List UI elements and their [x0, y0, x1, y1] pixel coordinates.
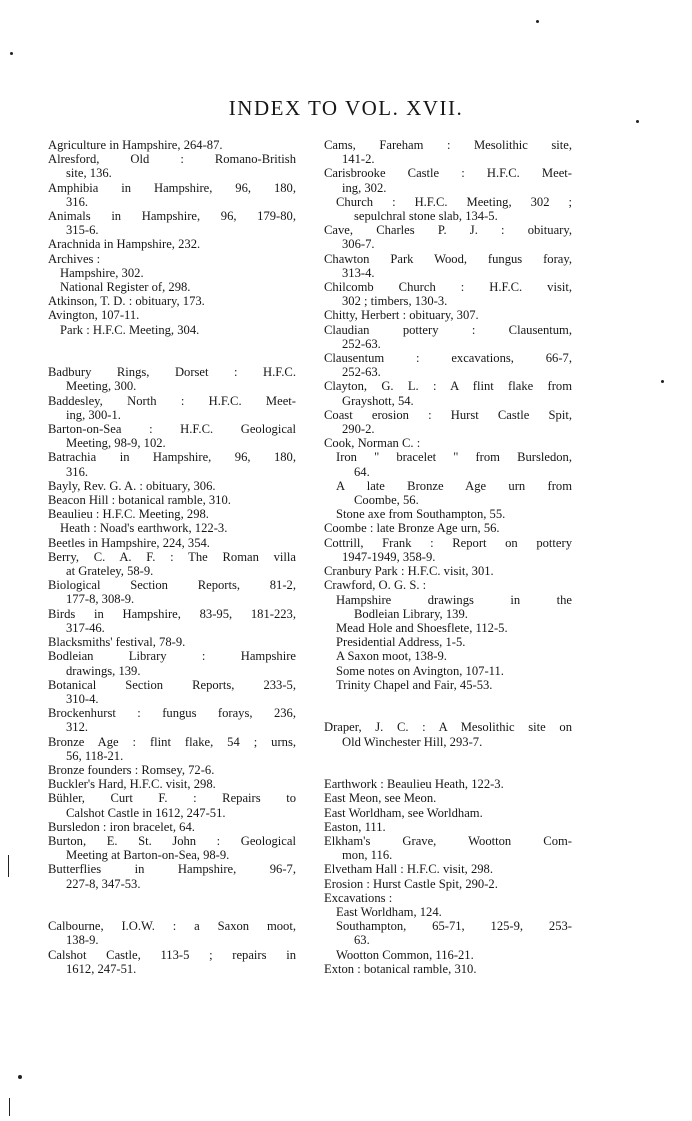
index-entry-continuation: 313-4. — [342, 265, 375, 280]
index-entry-continuation: Calshot Castle in 1612, 247-51. — [66, 805, 226, 820]
index-entry: Park : H.F.C. Meeting, 304. — [60, 322, 200, 337]
index-entry: Cranbury Park : H.F.C. visit, 301. — [324, 564, 494, 579]
index-entry: Cook, Norman C. : — [324, 436, 421, 451]
index-entry: Bühler, Curt F. : Repairs to — [48, 791, 296, 806]
index-entry: Carisbrooke Castle : H.F.C. Meet- — [324, 166, 572, 181]
index-entry: Cottrill, Frank : Report on pottery — [324, 535, 572, 550]
index-entry-continuation: 141-2. — [342, 152, 375, 167]
index-entry-continuation: 290-2. — [342, 422, 375, 437]
index-entry-continuation: Old Winchester Hill, 293-7. — [342, 734, 483, 749]
index-entry: Beacon Hill : botanical ramble, 310. — [48, 493, 231, 508]
index-entry-continuation: 1612, 247-51. — [66, 961, 137, 976]
index-entry: Some notes on Avington, 107-11. — [336, 663, 504, 678]
index-entry: Chitty, Herbert : obituary, 307. — [324, 308, 479, 323]
index-entry: Arachnida in Hampshire, 232. — [48, 237, 201, 252]
index-entry-continuation: 1947-1949, 358-9. — [342, 549, 436, 564]
index-entry: Erosion : Hurst Castle Spit, 290-2. — [324, 876, 498, 891]
index-entry-continuation: 306-7. — [342, 237, 375, 252]
index-entry: Cave, Charles P. J. : obituary, — [324, 223, 572, 238]
index-entry: Batrachia in Hampshire, 96, 180, — [48, 450, 296, 465]
index-entry-continuation: Meeting, 300. — [66, 379, 137, 394]
index-entry: Draper, J. C. : A Mesolithic site on — [324, 720, 572, 735]
index-entry: Badbury Rings, Dorset : H.F.C. — [48, 365, 296, 380]
index-entry-continuation: 312. — [66, 720, 89, 735]
index-entry-continuation: Coombe, 56. — [354, 493, 419, 508]
index-entry: Clayton, G. L. : A flint flake from — [324, 379, 572, 394]
index-entry: Elkham's Grave, Wootton Com- — [324, 833, 572, 848]
index-entry-continuation: Grayshott, 54. — [342, 393, 414, 408]
index-entry: Beetles in Hampshire, 224, 354. — [48, 535, 210, 550]
index-entry: Excavations : — [324, 890, 393, 905]
index-entry-continuation: 64. — [354, 464, 370, 479]
index-entry: National Register of, 298. — [60, 280, 191, 295]
index-entry: A Saxon moot, 138-9. — [336, 649, 447, 664]
index-entry: Heath : Noad's earthwork, 122-3. — [60, 521, 228, 536]
index-entry-continuation: 227-8, 347-53. — [66, 876, 141, 891]
index-entry-continuation: ing, 302. — [342, 180, 387, 195]
index-entry: Chilcomb Church : H.F.C. visit, — [324, 280, 572, 295]
index-column-left — [48, 138, 296, 976]
index-entry: Iron " bracelet " from Bursledon, — [336, 450, 572, 465]
index-entry-continuation: 302 ; timbers, 130-3. — [342, 294, 448, 309]
section-gap — [48, 891, 296, 919]
index-entry: Bayly, Rev. G. A. : obituary, 306. — [48, 478, 216, 493]
index-entry: Cams, Fareham : Mesolithic site, — [324, 138, 572, 152]
index-entry: Archives : — [48, 251, 101, 266]
index-entry-continuation: 317-46. — [66, 620, 105, 635]
index-entry: A late Bronze Age urn from — [336, 478, 572, 493]
index-entry: Animals in Hampshire, 96, 179-80, — [48, 209, 296, 224]
index-entry: Butterflies in Hampshire, 96-7, — [48, 862, 296, 877]
index-entry: Blacksmiths' festival, 78-9. — [48, 635, 186, 650]
index-entry: Trinity Chapel and Fair, 45-53. — [336, 677, 493, 692]
index-entry: Barton-on-Sea : H.F.C. Geological — [48, 422, 296, 437]
index-entry: Coombe : late Bronze Age urn, 56. — [324, 521, 500, 536]
index-entry: Mead Hole and Shoesflete, 112-5. — [336, 620, 508, 635]
section-gap — [324, 692, 572, 720]
index-entry-continuation: mon, 116. — [342, 848, 393, 863]
scan-speck — [8, 855, 9, 877]
index-entry-continuation: Meeting at Barton-on-Sea, 98-9. — [66, 848, 230, 863]
index-column-right — [324, 138, 572, 976]
index-entry: Wootton Common, 116-21. — [336, 947, 474, 962]
index-entry: Claudian pottery : Clausentum, — [324, 322, 572, 337]
index-entry: Chawton Park Wood, fungus foray, — [324, 251, 572, 266]
index-entry-continuation: 252-63. — [342, 365, 381, 380]
index-entry-continuation: site, 136. — [66, 166, 112, 181]
index-entry: Easton, 111. — [324, 819, 386, 834]
index-entry-continuation: 316. — [66, 194, 89, 209]
index-entry: Presidential Address, 1-5. — [336, 635, 466, 650]
index-entry: Avington, 107-11. — [48, 308, 140, 323]
index-entry: Stone axe from Southampton, 55. — [336, 507, 506, 522]
index-entry: Botanical Section Reports, 233-5, — [48, 677, 296, 692]
section-gap — [48, 337, 296, 365]
index-entry-continuation: 177-8, 308-9. — [66, 592, 135, 607]
index-entry-continuation: 310-4. — [66, 691, 99, 706]
index-entry-continuation: Meeting, 98-9, 102. — [66, 436, 166, 451]
index-entry: Beaulieu : H.F.C. Meeting, 298. — [48, 507, 209, 522]
section-gap — [324, 749, 572, 777]
index-entry: Birds in Hampshire, 83-95, 181-223, — [48, 606, 296, 621]
scan-speck — [661, 380, 664, 383]
index-entry: Calshot Castle, 113-5 ; repairs in — [48, 947, 296, 962]
index-entry: Bodleian Library : Hampshire — [48, 649, 296, 664]
index-entry: Bronze Age : flint flake, 54 ; urns, — [48, 734, 296, 749]
page-title: INDEX TO VOL. XVII. — [228, 96, 464, 120]
index-entry-continuation: 252-63. — [342, 336, 381, 351]
index-entry: Burton, E. St. John : Geological — [48, 833, 296, 848]
index-entry: Alresford, Old : Romano-British — [48, 152, 296, 167]
index-entry: East Worldham, 124. — [336, 904, 442, 919]
index-entry-continuation: 138-9. — [66, 933, 99, 948]
index-entry: Clausentum : excavations, 66-7, — [324, 351, 572, 366]
index-entry: East Worldham, see Worldham. — [324, 805, 483, 820]
index-entry-continuation: Bodleian Library, 139. — [354, 606, 468, 621]
index-entry: Calbourne, I.O.W. : a Saxon moot, — [48, 919, 296, 934]
index-entry-continuation: 315-6. — [66, 223, 99, 238]
index-entry: Biological Section Reports, 81-2, — [48, 578, 296, 593]
index-entry: Church : H.F.C. Meeting, 302 ; — [336, 194, 572, 209]
index-entry: Coast erosion : Hurst Castle Spit, — [324, 407, 572, 422]
scan-speck — [18, 1075, 22, 1079]
index-entry: East Meon, see Meon. — [324, 791, 437, 806]
index-entry: Berry, C. A. F. : The Roman villa — [48, 549, 296, 564]
index-entry: Crawford, O. G. S. : — [324, 578, 427, 593]
index-entry: Hampshire, 302. — [60, 265, 144, 280]
index-entry-continuation: 316. — [66, 464, 89, 479]
index-entry-continuation: 63. — [354, 933, 370, 948]
index-entry-continuation: 56, 118-21. — [66, 748, 124, 763]
index-entry: Amphibia in Hampshire, 96, 180, — [48, 180, 296, 195]
scan-speck — [536, 20, 539, 23]
index-entry: Hampshire drawings in the — [336, 592, 572, 607]
index-entry-continuation: at Grateley, 58-9. — [66, 564, 154, 579]
index-entry: Atkinson, T. D. : obituary, 173. — [48, 294, 205, 309]
index-entry: Exton : botanical ramble, 310. — [324, 961, 477, 976]
index-entry: Buckler's Hard, H.F.C. visit, 298. — [48, 777, 216, 792]
index-entry: Bursledon : iron bracelet, 64. — [48, 819, 195, 834]
index-entry: Baddesley, North : H.F.C. Meet- — [48, 393, 296, 408]
index-entry: Brockenhurst : fungus forays, 236, — [48, 706, 296, 721]
index-entry: Southampton, 65-71, 125-9, 253- — [336, 919, 572, 934]
scan-speck — [10, 52, 13, 55]
index-entry-continuation: drawings, 139. — [66, 663, 141, 678]
index-entry-continuation: sepulchral stone slab, 134-5. — [354, 209, 498, 224]
scan-speck — [9, 1098, 10, 1116]
index-entry: Earthwork : Beaulieu Heath, 122-3. — [324, 777, 504, 792]
scan-speck — [636, 120, 639, 123]
index-entry: Agriculture in Hampshire, 264-87. — [48, 138, 223, 152]
index-entry: Elvetham Hall : H.F.C. visit, 298. — [324, 862, 494, 877]
index-entry: Bronze founders : Romsey, 72-6. — [48, 762, 215, 777]
index-entry-continuation: ing, 300-1. — [66, 407, 121, 422]
